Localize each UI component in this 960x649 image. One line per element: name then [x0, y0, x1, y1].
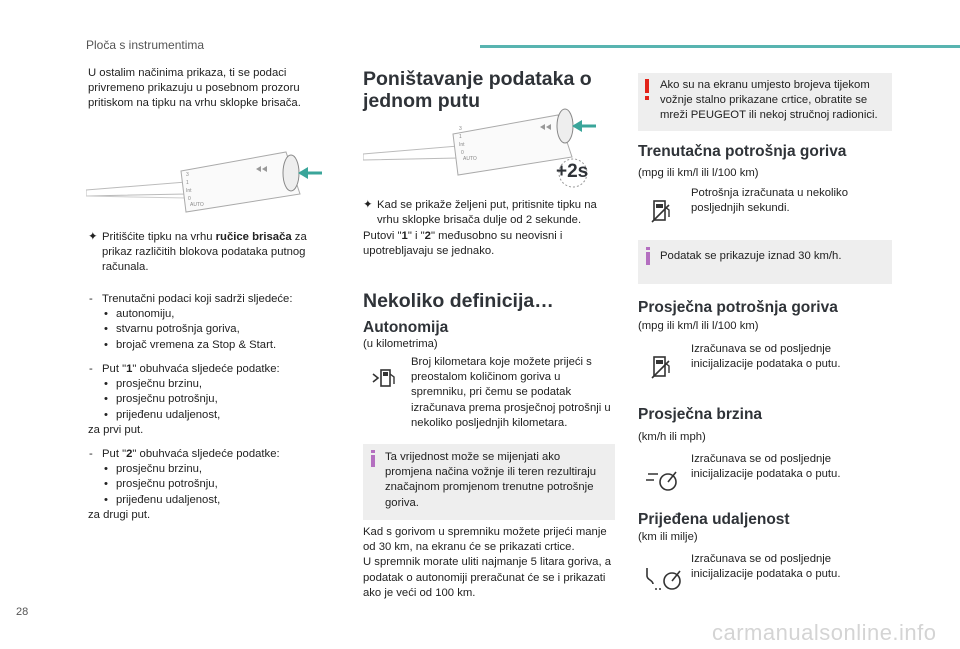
list-item: • autonomiju,	[102, 307, 326, 322]
svg-text:1: 1	[459, 134, 462, 140]
svg-text:1: 1	[186, 180, 189, 186]
autonomy-info-box: Ta vrijednost može se mijenjati ako promjena načina vožnje ili teren rezultiraju značajnom promjenom trenutne potrošnje goriva.	[363, 444, 615, 520]
pointer-icon: ︎✦	[88, 231, 98, 243]
header-accent-line	[480, 45, 960, 48]
range-footer-note: Kad s gorivom u spremniku možete prijeći manje od 30 km, na ekranu će se prikazati crtice. U spremnik morate uliti najmanje 5 litara goriva, a podatak o autonomiji preračunat će se i prikazati ako je veći od 100 km.	[363, 526, 612, 599]
definitions-title: Nekoliko definicija…	[363, 290, 554, 312]
distance-title: Prijeđena udaljenost	[638, 511, 790, 528]
distance-unit: (km ili milje)	[638, 531, 698, 543]
speedometer-icon	[644, 464, 680, 492]
section-title: Ploča s instrumentima	[86, 38, 205, 52]
list-item: • prosječnu potrošnju,	[102, 392, 326, 407]
press-button-instruction: ︎✦ Pritišćite tipku na vrhu ručice brisača za prikaz različitih blokova podataka putnog računala.	[88, 231, 307, 274]
instant-consumption-unit: (mpg ili km/l ili l/100 km)	[638, 167, 759, 179]
wiper-stalk-illustration	[86, 146, 326, 220]
hold-2s-badge: +2s	[556, 161, 589, 182]
info-bar	[371, 455, 375, 467]
info-bar-stem	[371, 450, 375, 453]
instant-consumption-title: Trenutačna potrošnja goriva	[638, 143, 847, 160]
instant-consumption-text: Potrošnja izračunata u nekoliko posljednjih sekundi.	[691, 187, 848, 215]
list-item: • stvarnu potrošnja goriva,	[102, 322, 326, 337]
svg-text:Int: Int	[459, 142, 465, 148]
list-item: • prosječnu potrošnju,	[102, 477, 326, 492]
trip2-block: - Put "2" obuhvaća sljedeće podatke: • prosječnu brzinu, • prosječnu potrošnju, • prijeđenu udaljenost, za drugi put.	[88, 447, 326, 523]
average-speed-title: Prosječna brzina	[638, 406, 763, 423]
svg-text:Int: Int	[186, 188, 192, 194]
trips-independent-note: Putovi "1" i "2" međusobno su neovisni i upotrebljavaju se jednako.	[363, 230, 563, 258]
list-item: • prosječnu brzinu,	[102, 377, 326, 392]
distance-text: Izračunava se od posljednje inicijalizacije podataka o putu.	[691, 553, 841, 581]
page-number: 28	[16, 606, 29, 618]
intro-paragraph: U ostalim načinima prikaza, ti se podaci privremeno prikazuju u posebnom prozoru pritiskom na tipku na vrhu sklopke brisača.	[88, 67, 301, 110]
average-speed-text: Izračunava se od posljednje inicijalizacije podataka o putu.	[691, 453, 841, 481]
list-item: • prosječnu brzinu,	[102, 462, 326, 477]
svg-text:AUTO: AUTO	[463, 156, 477, 162]
reset-instruction: ✦ Kad se prikaže željeni put, pritisnite tipku na vrhu sklopke brisača dulje od 2 sekunde.	[363, 199, 597, 227]
average-speed-unit: (km/h ili mph)	[638, 431, 706, 443]
current-data-block: - Trenutačni podaci koji sadrži sljedeće: • autonomiju, • stvarnu potrošnja goriva, • brojač vremena za Stop & Start.	[88, 292, 326, 353]
trip1-block: - Put "1" obuhvaća sljedeće podatke: • prosječnu brzinu, • prosječnu potrošnju, • prijeđenu udaljenost, za prvi put.	[88, 362, 326, 438]
instant-fuel-icon	[648, 198, 674, 224]
average-consumption-unit: (mpg ili km/l ili l/100 km)	[638, 320, 759, 332]
pointer-icon: ✦	[363, 199, 373, 211]
watermark: carmanualsonline.info	[712, 620, 937, 645]
autonomy-description: Broj kilometara koje možete prijeći s preostalom količinom goriva u spremniku, pri čemu se podatak izračunava prema prosječnoj potrošnji u nekoliko posljednjih kilometara.	[411, 356, 611, 429]
autonomy-unit: (u kilometrima)	[363, 338, 438, 350]
svg-text:AUTO: AUTO	[190, 202, 204, 208]
instant-info-box: Podatak se prikazuje iznad 30 km/h.	[638, 240, 892, 284]
svg-text:3: 3	[459, 126, 462, 132]
list-item: • brojač vremena za Stop & Start.	[102, 338, 326, 353]
reset-trip-title: Poništavanje podataka o jednom putu	[363, 68, 592, 112]
svg-text:3: 3	[186, 172, 189, 178]
average-consumption-text: Izračunava se od posljednje inicijalizacije podataka o putu.	[691, 343, 841, 371]
svg-text:0: 0	[461, 150, 464, 156]
average-consumption-title: Prosječna potrošnja goriva	[638, 299, 838, 316]
warning-box: Ako su na ekranu umjesto brojeva tijekom vožnje stalno prikazane crtice, obratite se mreži PEUGEOT ili nekoj stručnoj radionici.	[638, 73, 892, 131]
autonomy-title: Autonomija	[363, 319, 449, 336]
list-item: • prijeđenu udaljenost,	[102, 408, 326, 423]
fuel-pump-range-icon	[370, 366, 400, 390]
average-fuel-icon	[648, 354, 674, 380]
warning-icon-dot	[645, 96, 649, 100]
list-item: • prijeđenu udaljenost,	[102, 493, 326, 508]
distance-icon	[644, 564, 684, 592]
warning-icon	[645, 79, 649, 93]
svg-text:0: 0	[188, 196, 191, 202]
